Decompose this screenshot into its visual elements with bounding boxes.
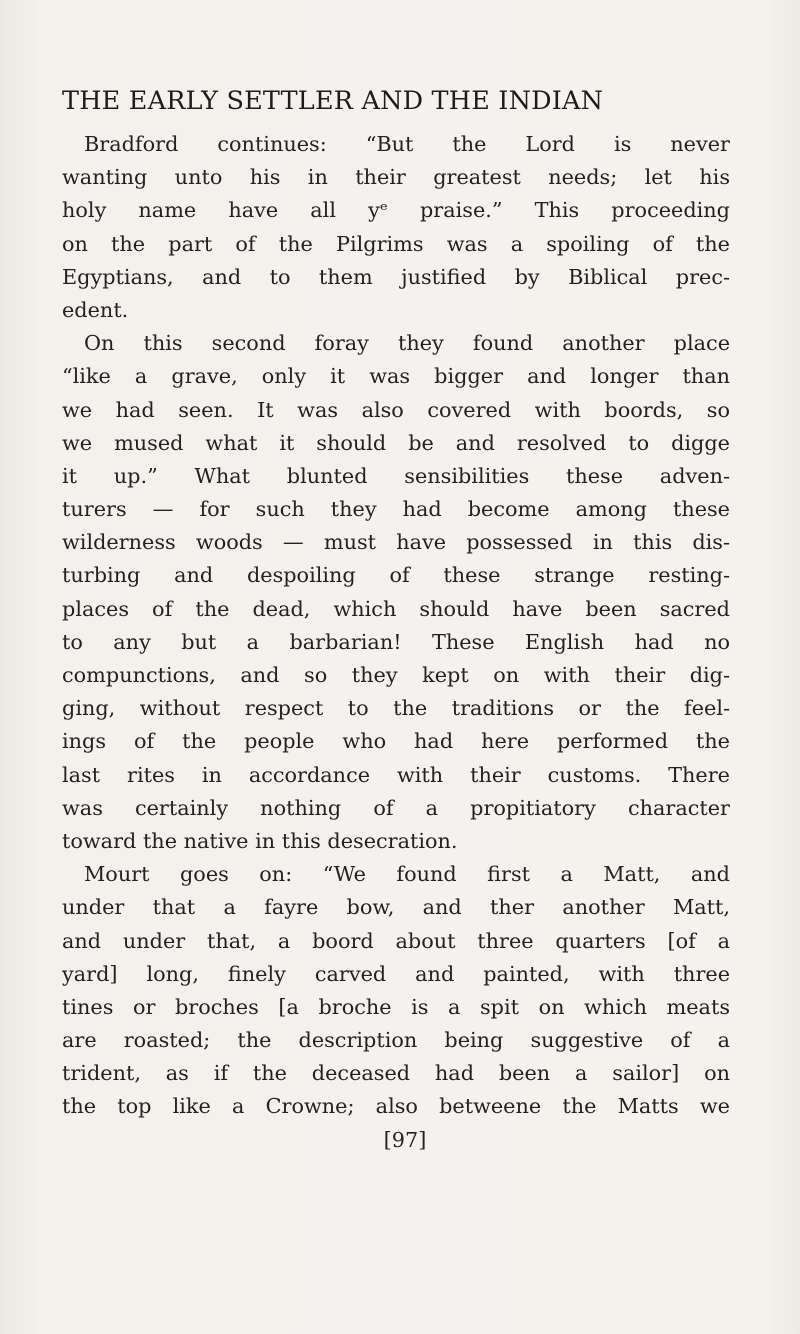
text-line: and under that, a boord about three quarters [of a [62, 928, 730, 953]
text-line: to any but a barbarian! These English had no [62, 629, 730, 654]
text-line: ings of the people who had here performed the [62, 729, 730, 754]
running-head: THE EARLY SETTLER AND THE INDIAN [62, 86, 604, 116]
text-line: trident, as if the deceased had been a sailor] on [62, 1061, 730, 1086]
text-line: tines or broches [a broche is a spit on which meats [62, 994, 730, 1019]
text-line: we had seen. It was also covered with boords, so [62, 397, 730, 422]
text-line: was certainly nothing of a propitiatory character [62, 795, 730, 820]
text-line: under that a fayre bow, and ther another Matt, [62, 895, 730, 920]
text-line: turers — for such they had become among these [62, 497, 730, 522]
text-line: holy name have all yᵉ praise.” This proceeding [62, 198, 730, 223]
text-line: we mused what it should be and resolved to digge [62, 430, 730, 455]
text-line: compunctions, and so they kept on with their dig- [62, 663, 730, 687]
text-line: turbing and despoiling of these strange resting- [62, 563, 730, 588]
text-line: edent. [62, 297, 129, 322]
text-line: ging, without respect to the traditions or the feel- [62, 696, 730, 721]
text-line: the top like a Crowne; also betweene the Matts we [62, 1094, 730, 1119]
text-line: on the part of the Pilgrims was a spoiling of the [62, 231, 730, 256]
text-line: wanting unto his in their greatest needs; let his [62, 165, 730, 190]
page-number: [97] [383, 1128, 427, 1152]
text-line: Egyptians, and to them justified by Biblical prec- [62, 264, 730, 289]
text-line: Bradford continues: “But the Lord is never [84, 132, 730, 156]
text-line: places of the dead, which should have been sacred [62, 596, 730, 621]
text-line: are roasted; the description being suggestive of a [62, 1028, 730, 1053]
text-line: On this second foray they found another place [84, 331, 730, 356]
text-line: “like a grave, only it was bigger and longer than [62, 364, 730, 389]
text-line: wilderness woods — must have possessed in this dis- [62, 530, 730, 555]
text-line: Mourt goes on: “We found first a Matt, and [84, 862, 730, 887]
text-line: last rites in accordance with their customs. There [62, 762, 730, 787]
body-text [62, 128, 730, 1124]
text-line: it up.” What blunted sensibilities these adven- [62, 463, 730, 488]
text-line: yard] long, finely carved and painted, with three [62, 961, 730, 986]
text-line: toward the native in this desecration. [62, 828, 458, 853]
